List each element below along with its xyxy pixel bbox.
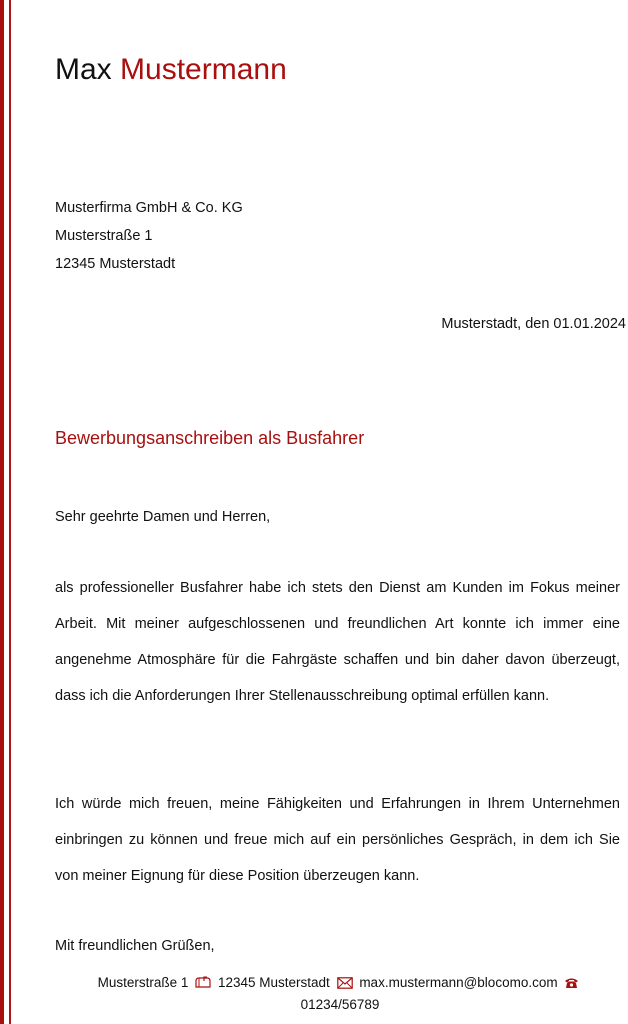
recipient-company: Musterfirma GmbH & Co. KG — [55, 200, 243, 216]
left-accent-bar-thick — [0, 0, 4, 1024]
recipient-address — [55, 194, 243, 278]
footer-email: max.mustermann@blocomo.com — [359, 975, 558, 990]
date-line: Musterstadt, den 01.01.2024 — [441, 316, 626, 332]
closing: Mit freundlichen Grüßen, — [55, 938, 215, 954]
applicant-name — [55, 50, 287, 90]
footer-city: 12345 Musterstadt — [217, 975, 330, 990]
mailbox-icon — [195, 976, 211, 989]
recipient-street: Musterstraße 1 — [55, 228, 153, 244]
subject-line: Bewerbungsanschreiben als Busfahrer — [55, 428, 365, 448]
body-paragraph: Ich würde mich freuen, meine Fähigkeiten und Erfahrungen in Ihrem Unternehmen einbringen zu können und freue mich auf ein persönliches Gespräch, in dem ich Sie von meiner Eignung für diese Position überzeugen kann. — [55, 796, 620, 884]
first-name: Max — [55, 53, 112, 86]
left-accent-bar-thin — [9, 0, 11, 1024]
footer-contact — [40, 972, 628, 1016]
envelope-icon — [337, 977, 353, 989]
footer-phone: 01234/56789 — [300, 997, 380, 1012]
phone-icon — [564, 977, 579, 989]
body-paragraph: als professioneller Busfahrer habe ich stets den Dienst am Kunden im Fokus meiner Arbeit. Mit meiner aufgeschlossenen und freundlichen Art konnte ich immer eine angenehme Atmosphäre für die Fahrgäste schaffen und bin daher davon überzeugt, dass ich die Anforderungen Ihrer Stellenausschreibung optimal erfüllen kann. — [55, 580, 620, 704]
salutation: Sehr geehrte Damen und Herren, — [55, 509, 271, 525]
recipient-city: 12345 Musterstadt — [55, 256, 176, 272]
footer-street: Musterstraße 1 — [97, 975, 189, 990]
last-name: Mustermann — [120, 53, 287, 86]
